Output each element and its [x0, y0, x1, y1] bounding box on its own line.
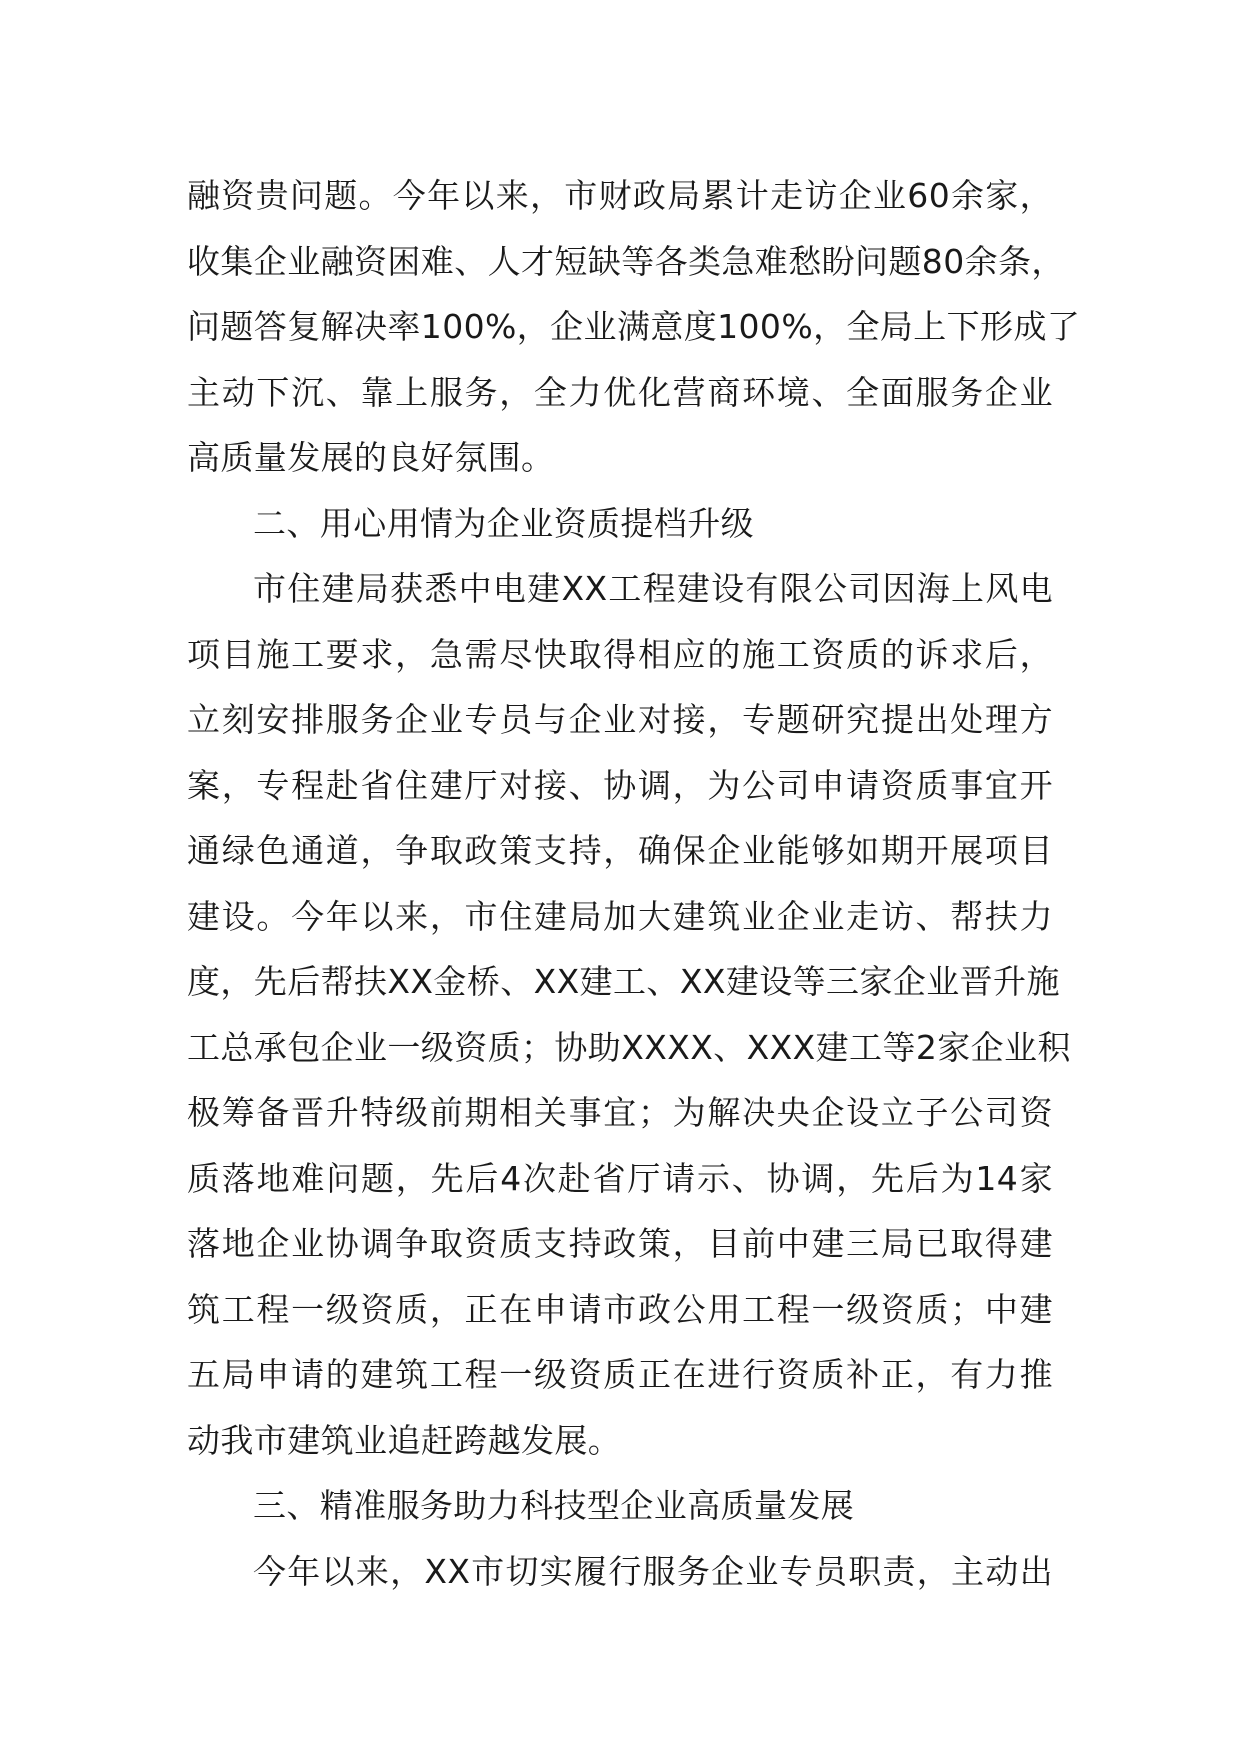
body-text-line: 极筹备晋升特级前期相关事宜；为解决央企设立子公司资 [187, 1093, 1053, 1132]
body-text-line: 融资贵问题。今年以来，市财政局累计走访企业60余家， [187, 176, 1053, 215]
body-text-line: 落地企业协调争取资质支持政策，目前中建三局已取得建 [187, 1224, 1053, 1263]
body-text-line: 项目施工要求，急需尽快取得相应的施工资质的诉求后， [187, 634, 1053, 674]
section-heading: 二、用心用情为企业资质提档升级 [253, 503, 754, 543]
section-heading: 三、精准服务助力科技型企业高质量发展 [253, 1486, 855, 1525]
body-text-line: 高质量发展的良好氛围。 [187, 438, 555, 477]
body-text-line: 通绿色通道，争取政策支持，确保企业能够如期开展项目 [187, 831, 1053, 870]
body-text-line: 动我市建筑业追赶跨越发展。 [187, 1420, 622, 1460]
body-text-line: 工总承包企业一级资质；协助XXXX、XXX建工等2家企业积 [187, 1027, 1071, 1067]
body-text-line: 立刻安排服务企业专员与企业对接，专题研究提出处理方 [187, 700, 1053, 739]
body-text-line: 市住建局获悉中电建XX工程建设有限公司因海上风电 [253, 569, 1053, 608]
body-text-line: 五局申请的建筑工程一级资质正在进行资质补正，有力推 [187, 1355, 1053, 1394]
body-text-line: 收集企业融资困难、人才短缺等各类急难愁盼问题80余条， [187, 241, 1065, 281]
body-text-line: 问题答复解决率100%，企业满意度100%，全局上下形成了 [187, 307, 1081, 346]
body-text-line: 主动下沉、靠上服务，全力优化营商环境、全面服务企业 [187, 372, 1053, 412]
body-text-line: 建设。今年以来，市住建局加大建筑业企业走访、帮扶力 [187, 896, 1053, 936]
body-text-line: 今年以来，XX市切实履行服务企业专员职责，主动出 [253, 1551, 1053, 1591]
body-text-line: 度，先后帮扶XX金桥、XX建工、XX建设等三家企业晋升施 [187, 962, 1060, 1001]
body-text-line: 筑工程一级资质，正在申请市政公用工程一级资质；中建 [187, 1289, 1053, 1329]
body-text-line: 案，专程赴省住建厅对接、协调，为公司申请资质事宜开 [187, 765, 1053, 805]
document-body [187, 163, 1081, 1604]
body-text-line: 质落地难问题，先后4次赴省厅请示、协调，先后为14家 [187, 1158, 1053, 1198]
